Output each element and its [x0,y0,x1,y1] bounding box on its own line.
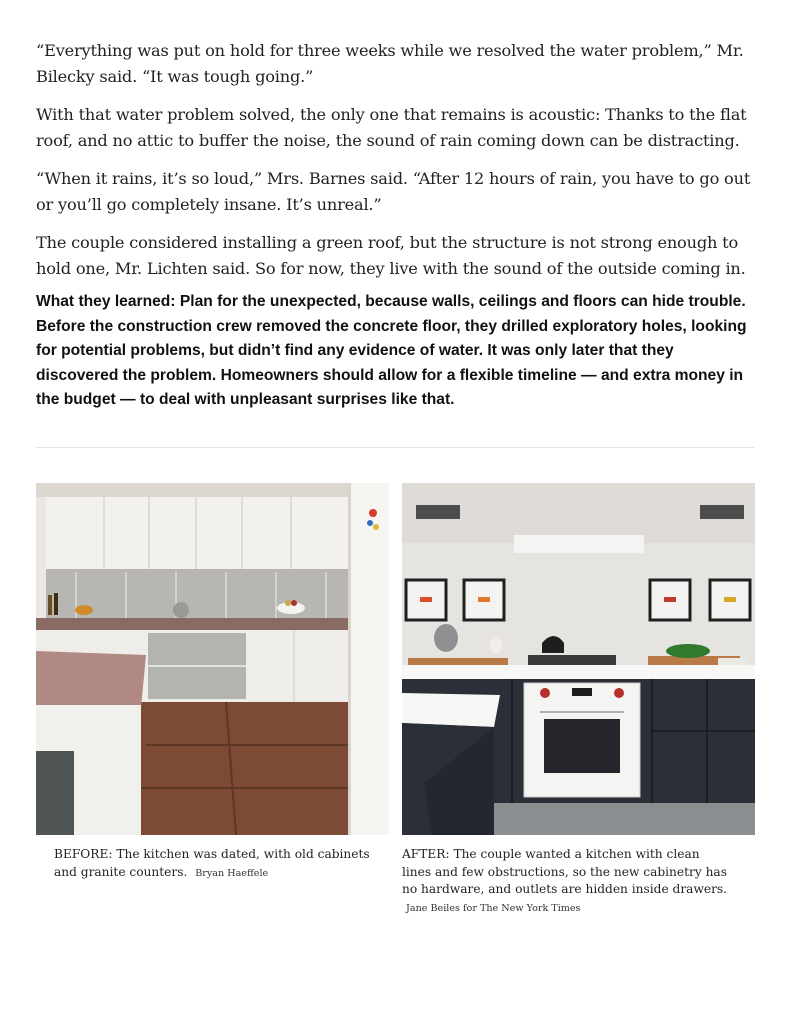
article-paragraph-2: With that water problem solved, the only one that remains is acoustic: Thanks to the flat roof, and no attic to buffer the noise, the sound of rain coming down can be distracting. [36,105,747,150]
article-paragraph-1: “Everything was put on hold for three weeks while we resolved the water problem,” Mr. Bilecky said. “It was tough going.” [36,41,744,86]
before-photo-caption [54,846,374,882]
article-paragraph-3: “When it rains, it’s so loud,” Mrs. Barnes said. “After 12 hours of rain, you have to go out or you’ll go completely insane. It’s unreal.” [36,169,751,214]
after-kitchen-photo [402,483,755,835]
article-body [36,38,756,413]
before-caption-text: BEFORE: The kitchen was dated, with old cabinets and granite counters. [54,847,370,879]
after-photo-caption [402,846,732,917]
before-photo-credit: Bryan Haeffele [195,867,269,879]
before-kitchen-photo [36,483,389,835]
what-they-learned-paragraph: What they learned: Plan for the unexpected, because walls, ceilings and floors can hide trouble. Before the construction crew removed the concrete floor, they drilled exploratory holes, looking for potential problems, but didn’t find any evidence of water. It was only later that they discovered the problem. Homeowners should allow for a flexible timeline — and extra money in the budget — to deal with unpleasant surprises like that. [36,293,747,408]
after-photo-credit: Jane Beiles for The New York Times [406,902,581,914]
section-divider [36,447,754,448]
article-paragraph-4: The couple considered installing a green roof, but the structure is not strong enough to hold one, Mr. Lichten said. So for now, they live with the sound of the outside coming in. [36,233,746,278]
after-caption-text: AFTER: The couple wanted a kitchen with clean lines and few obstructions, so the new cabinetry has no hardware, and outlets are hidden inside drawers. [402,847,728,896]
